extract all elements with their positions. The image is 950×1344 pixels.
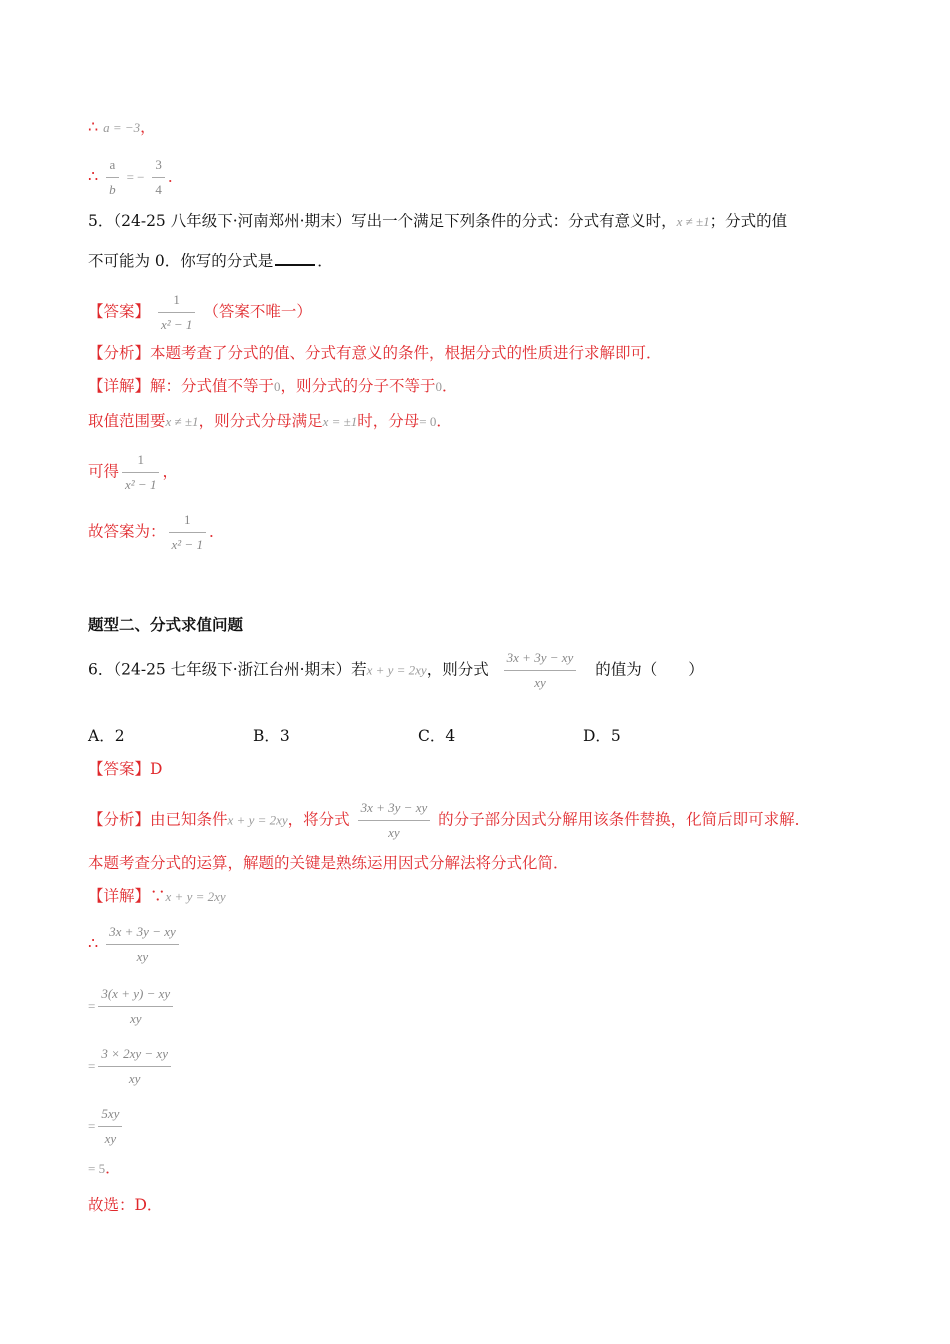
answer-fraction: $\frac{1}{\text{x² − 1}}$ xyxy=(158,290,195,335)
q6-answer: 【答案】D xyxy=(88,760,163,778)
q5-detail: 【详解】解：分式值不等于0，则分式的分子不等于0． xyxy=(88,377,458,395)
q5-stem-line-2: 不可能为 0．你写的分式是 ． xyxy=(88,252,333,270)
therefore-symbol: ∴ xyxy=(88,117,99,136)
prev-line-2: ∴ $\frac{a}{b}$ = − $\frac{3}{4}$ ． xyxy=(88,155,183,200)
q5-stem-line-1: 5．（24-25 八年级下·河南郑州·期末）写出一个满足下列条件的分式：分式有意义时，x ≠ ±1；分式的值 xyxy=(88,212,788,230)
q6-fraction: $\frac{3x + 3y - xy}{xy}$ xyxy=(504,648,577,693)
q6-step-1 xyxy=(88,922,182,967)
q5-get: 可得 $\frac{1}{\text{x² − 1}}$ ， xyxy=(88,450,178,495)
step1-fraction: $\frac{3x + 3y - xy}{xy}$ xyxy=(106,922,179,967)
q5-analysis: 【分析】本题考查了分式的值、分式有意义的条件，根据分式的性质进行求解即可． xyxy=(88,344,662,362)
section-title: 题型二、分式求值问题 xyxy=(88,615,244,634)
answer-blank xyxy=(275,250,315,266)
fraction-3-over-4: $\frac{3}{4}$ xyxy=(152,155,165,200)
q6-analysis-2: 本题考查分式的运算，解题的关键是熟练运用因式分解法将分式化简． xyxy=(88,854,569,872)
option-d[interactable]: D．5 xyxy=(583,727,621,745)
option-b[interactable]: B．3 xyxy=(253,727,290,745)
final-fraction: $\frac{1}{\text{x² − 1}}$ xyxy=(169,510,206,555)
therefore-symbol: ∴ xyxy=(88,166,99,186)
analysis-fraction: $\frac{3x + 3y - xy}{xy}$ xyxy=(358,798,431,843)
q6-step-3: = $\frac{3 \times 2xy - xy}{xy}$ xyxy=(88,1044,174,1089)
q5-final: 故答案为： $\frac{1}{\text{x² − 1}}$ ． xyxy=(88,510,224,555)
q6-choice: 故选：D． xyxy=(88,1196,163,1214)
result-fraction: $\frac{1}{\text{x² − 1}}$ xyxy=(122,450,159,495)
option-c[interactable]: C．4 xyxy=(418,727,456,745)
prev-line-1: ∴ a = −3， xyxy=(88,117,156,136)
q5-answer: 【答案】 $\frac{1}{\text{x² − 1}}$ （答案不唯一） xyxy=(88,290,312,335)
fraction-a-over-b: $\frac{a}{b}$ xyxy=(106,155,119,200)
q6-step-4: = $\frac{5xy}{xy}$ xyxy=(88,1104,125,1149)
q6-detail: 【详解】∵x + y = 2xy xyxy=(88,887,226,905)
q6-analysis-1: 【分析】由已知条件x + y = 2xy，将分式 $\frac{3x + 3y - xy}{xy}$ 的分子部分因式分解用该条件替换，化简后即可求解． xyxy=(88,798,810,843)
math-a-value: a = −3 xyxy=(103,120,141,135)
option-a[interactable]: A．2 xyxy=(88,727,125,745)
q5-range: 取值范围要x ≠ ±1，则分式分母满足x = ±1时，分母= 0． xyxy=(88,412,452,430)
step2-fraction: $\frac{3(x + y) - xy}{xy}$ xyxy=(98,984,173,1029)
q6-stem: 6．（24-25 七年级下·浙江台州·期末）若x + y = 2xy，则分式 $\frac{3x + 3y - xy}{xy}$ 的值为（ ） xyxy=(88,648,704,693)
q6-result: = 5． xyxy=(88,1159,121,1177)
q6-step-2: = $\frac{3(x + y) - xy}{xy}$ xyxy=(88,984,176,1029)
step3-fraction: $\frac{3 \times 2xy - xy}{xy}$ xyxy=(98,1044,171,1089)
therefore-symbol: ∴ xyxy=(88,933,99,953)
step4-fraction: $\frac{5xy}{xy}$ xyxy=(98,1104,122,1149)
